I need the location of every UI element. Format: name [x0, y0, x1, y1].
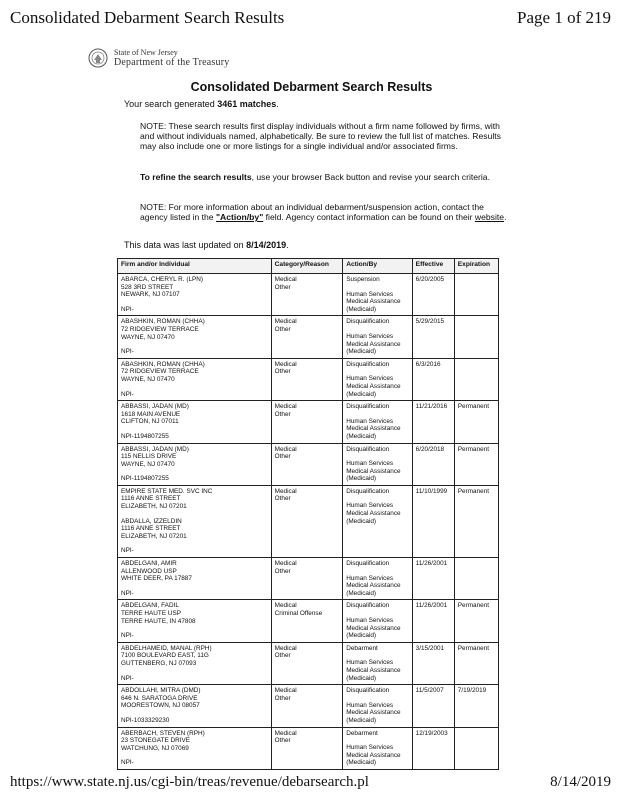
action-agency-line: Human Services [346, 659, 394, 667]
firm-line: WHITE DEER, PA 17887 [121, 575, 192, 583]
page-title: Consolidated Debarment Search Results [190, 80, 433, 94]
cell-category [271, 642, 343, 684]
cell-category [271, 274, 343, 316]
cell-firm [118, 274, 272, 316]
agency-line1: State of New Jersey [114, 48, 178, 57]
firm-line: ABDELGANI, FADIL [121, 602, 179, 610]
header-effective: Effective [412, 259, 454, 274]
action-agency-line: Medical Assistance [346, 709, 401, 717]
action-type: Debarment [346, 644, 378, 652]
firm-line: NEWARK, NJ 07107 [121, 291, 180, 299]
cell-action [343, 274, 412, 316]
action-agency-line: Medical Assistance [346, 510, 401, 518]
category-line: Medical [274, 729, 297, 737]
table-row [118, 600, 499, 642]
cell-action [343, 685, 412, 727]
action-agency-line: (Medicaid) [346, 674, 377, 682]
firm-line: ABDELGANI, AMIR [121, 560, 177, 568]
cell-effective: 11/21/2016 [412, 401, 454, 443]
cell-category [271, 316, 343, 358]
category-line: Medical [274, 445, 297, 453]
firm-line: NPI- [121, 589, 134, 597]
action-agency-line: Medical Assistance [346, 340, 401, 348]
spacer [346, 737, 408, 744]
cell-firm [118, 316, 272, 358]
table-row [118, 685, 499, 727]
firm-line: ALLENWOOD USP [121, 567, 177, 575]
spacer [346, 453, 408, 460]
results-table [117, 258, 499, 770]
category-line: Other [274, 694, 291, 702]
firm-line: NPI- [121, 547, 134, 555]
firm-line: ABERBACH, STEVEN (RPH) [121, 729, 205, 737]
cell-firm [118, 642, 272, 684]
action-agency-line: (Medicaid) [346, 589, 377, 597]
action-by-link[interactable]: "Action/by" [215, 212, 264, 223]
action-agency-line: Medical Assistance [346, 382, 401, 390]
action-type: Suspension [346, 276, 380, 283]
action-agency-line: (Medicaid) [346, 475, 377, 483]
category-line: Medical [274, 487, 297, 495]
action-agency-line: Human Services [346, 701, 394, 709]
cell-expiration: Permanent [454, 485, 498, 557]
category-line: Other [274, 283, 291, 291]
header-action: Action/By [343, 259, 412, 274]
spacer [121, 668, 268, 675]
category-line: Criminal Offense [274, 610, 323, 617]
table-row [118, 485, 499, 557]
firm-line: 72 RIDGEVIEW TERRACE [121, 368, 199, 376]
cell-category [271, 401, 343, 443]
action-agency-line: Medical Assistance [346, 666, 401, 674]
cell-expiration [454, 316, 498, 358]
spacer [346, 411, 408, 418]
action-type: Disqualification [346, 602, 390, 610]
firm-line: 646 N. SARATOGA DRIVE [121, 694, 198, 702]
cell-expiration [454, 358, 498, 400]
action-agency-line: Medical Assistance [346, 298, 401, 306]
action-type: Disqualification [346, 403, 390, 411]
action-agency-line: (Medicaid) [346, 632, 377, 640]
category-line: Medical [274, 276, 297, 283]
action-agency-line: Medical Assistance [346, 582, 401, 590]
action-agency-line: Medical Assistance [346, 467, 401, 475]
firm-line: ABASHKIN, ROMAN (CHHA) [121, 360, 205, 368]
cell-category [271, 358, 343, 400]
cell-expiration [454, 274, 498, 316]
action-agency-line: (Medicaid) [346, 759, 377, 767]
cell-category [271, 600, 343, 642]
spacer [346, 284, 408, 291]
state-seal-icon [88, 48, 108, 68]
note-contact: NOTE: For more information about an individual debarment/suspension action, contact the agency listed in the "Action/by" field. Agency contact information can be found on their website. [140, 202, 507, 223]
spacer [121, 426, 268, 433]
firm-line: NPI- [121, 390, 134, 398]
action-type: Debarment [346, 729, 378, 737]
table-row [118, 401, 499, 443]
table-row [118, 316, 499, 358]
firm-line: 115 NELLIS DRIVE [121, 453, 177, 461]
cell-expiration [454, 558, 498, 600]
category-line: Medical [274, 602, 297, 610]
cell-firm [118, 600, 272, 642]
firm-line: NPI- [121, 632, 134, 640]
firm-line: ABDELHAMEID, MANAL (RPH) [121, 644, 212, 652]
table-row [118, 443, 499, 485]
category-line: Medical [274, 318, 297, 326]
table-row [118, 358, 499, 400]
cell-expiration: Permanent [454, 600, 498, 642]
category-line: Other [274, 652, 291, 660]
cell-firm [118, 558, 272, 600]
action-agency-line: Medical Assistance [346, 751, 401, 759]
action-agency-line: Human Services [346, 574, 394, 582]
cell-category [271, 485, 343, 557]
cell-action [343, 600, 412, 642]
category-line: Other [274, 368, 291, 376]
action-agency-line: (Medicaid) [346, 716, 377, 724]
print-header [10, 8, 611, 32]
cell-action [343, 642, 412, 684]
print-footer [10, 774, 611, 794]
category-line: Medical [274, 360, 297, 368]
firm-line: NPI- [121, 759, 134, 767]
match-count: 3461 matches [217, 99, 277, 109]
firm-line: ELIZABETH, NJ 07201 [121, 503, 187, 511]
firm-line: CLIFTON, NJ 07011 [121, 418, 179, 426]
action-type: Disqualification [346, 445, 390, 453]
cell-action [343, 401, 412, 443]
table-header-row [118, 259, 499, 274]
firm-line: NPI- [121, 348, 134, 356]
cell-firm [118, 401, 272, 443]
firm-line: ABASHKIN, ROMAN (CHHA) [121, 318, 205, 326]
firm-line: ELIZABETH, NJ 07201 [121, 532, 187, 540]
action-agency-line: (Medicaid) [346, 305, 377, 313]
firm-line: NPI- [121, 305, 134, 313]
firm-line: 1116 ANNE STREET [121, 525, 181, 533]
firm-line: WAYNE, NJ 07470 [121, 460, 175, 468]
cell-expiration: Permanent [454, 642, 498, 684]
spacer [346, 652, 408, 659]
cell-effective: 6/3/2016 [412, 358, 454, 400]
header-firm: Firm and/or Individual [118, 259, 272, 274]
spacer [121, 511, 268, 518]
cell-action [343, 316, 412, 358]
spacer [121, 341, 268, 348]
action-type: Disqualification [346, 360, 390, 368]
action-agency-line: Human Services [346, 417, 394, 425]
action-type: Disqualification [346, 687, 390, 695]
action-agency-line: (Medicaid) [346, 348, 377, 356]
cell-action [343, 358, 412, 400]
firm-line: 1116 ANNE STREET [121, 495, 181, 503]
table-row [118, 558, 499, 600]
cell-effective: 6/20/2005 [412, 274, 454, 316]
firm-line: ABBASSI, JADAN (MD) [121, 403, 189, 411]
category-line: Medical [274, 560, 297, 568]
cell-expiration: Permanent [454, 401, 498, 443]
firm-line: MOORESTOWN, NJ 08057 [121, 702, 200, 710]
action-type: Disqualification [346, 318, 390, 326]
spacer [121, 540, 268, 547]
action-type: Disqualification [346, 560, 390, 568]
category-line: Other [274, 325, 291, 333]
spacer [121, 583, 268, 590]
action-agency-line: Human Services [346, 617, 394, 624]
firm-line: WAYNE, NJ 07470 [121, 375, 175, 383]
cell-firm [118, 358, 272, 400]
cell-firm [118, 443, 272, 485]
firm-line: 7100 BOULEVARD EAST, 11G [121, 652, 209, 660]
cell-effective: 11/10/1999 [412, 485, 454, 557]
cell-category [271, 685, 343, 727]
spacer [346, 495, 408, 502]
firm-line: ABARCA, CHERYL R. (LPN) [121, 276, 204, 283]
action-agency-line: Human Services [346, 332, 394, 340]
cell-category [271, 558, 343, 600]
firm-line: NPI-1194807255 [121, 475, 169, 483]
header-expiration: Expiration [454, 259, 498, 274]
cell-expiration [454, 727, 498, 769]
cell-action [343, 443, 412, 485]
cell-expiration: 7/19/2019 [454, 685, 498, 727]
website-link[interactable]: website [474, 212, 505, 223]
cell-effective: 12/19/2003 [412, 727, 454, 769]
cell-action [343, 727, 412, 769]
print-header-page: Page 1 of 219 [517, 8, 611, 27]
spacer [346, 695, 408, 702]
firm-line: 23 STONEGATE DRIVE [121, 737, 191, 745]
firm-line: NPI- [121, 674, 134, 682]
action-agency-line: Human Services [346, 290, 394, 298]
spacer [121, 710, 268, 717]
last-updated: This data was last updated on 8/14/2019. [124, 240, 289, 250]
category-line: Other [274, 453, 291, 461]
note-ordering: NOTE: These search results first display individuals without a firm name followed by firms, with and without individuals named, alphabetically. Be sure to review the full list of matches. Results may also include one or more listings for a single individual and/or associated firms. [140, 121, 501, 152]
firm-line: GUTTENBERG, NJ 07093 [121, 659, 197, 667]
firm-line: NPI-1033329230 [121, 716, 170, 724]
category-line: Other [274, 737, 291, 745]
action-agency-line: Human Services [346, 744, 394, 752]
table-row [118, 274, 499, 316]
cell-effective: 5/29/2015 [412, 316, 454, 358]
action-agency-line: (Medicaid) [346, 517, 377, 525]
note-refine: To refine the search results, use your browser Back button and revise your search criteria. [140, 172, 490, 182]
action-agency-line: Medical Assistance [346, 624, 401, 632]
table-row [118, 727, 499, 769]
firm-line: 1618 MAIN AVENUE [121, 410, 181, 418]
cell-category [271, 443, 343, 485]
agency-name [114, 48, 229, 69]
firm-line: WAYNE, NJ 07470 [121, 333, 175, 341]
cell-effective: 11/26/2001 [412, 600, 454, 642]
firm-line: WATCHUNG, NJ 07069 [121, 744, 189, 752]
category-line: Medical [274, 644, 297, 652]
header-category: Category/Reason [271, 259, 343, 274]
cell-effective: 11/5/2007 [412, 685, 454, 727]
cell-effective: 3/15/2001 [412, 642, 454, 684]
spacer [121, 752, 268, 759]
cell-expiration: Permanent [454, 443, 498, 485]
spacer [346, 610, 408, 617]
table-row [118, 642, 499, 684]
action-agency-line: (Medicaid) [346, 432, 377, 440]
category-line: Medical [274, 403, 297, 411]
action-type: Disqualification [346, 487, 390, 495]
last-updated-date: 8/14/2019 [246, 240, 287, 250]
search-summary: Your search generated 3461 matches. [124, 99, 279, 109]
category-line: Other [274, 495, 291, 503]
category-line: Other [274, 567, 291, 575]
category-line: Medical [274, 687, 297, 695]
spacer [121, 468, 268, 475]
spacer [346, 326, 408, 333]
firm-line: TERRE HAUTE, IN 47808 [121, 617, 196, 625]
firm-line: TERRE HAUTE USP [121, 610, 182, 617]
agency-line2: Department of the Treasury [114, 57, 230, 68]
cell-firm [118, 485, 272, 557]
firm-line: NPI-1194807255 [121, 432, 169, 440]
cell-effective: 6/20/2018 [412, 443, 454, 485]
cell-effective: 11/26/2001 [412, 558, 454, 600]
firm-line: ABBASSI, JADAN (MD) [121, 445, 189, 453]
action-agency-line: Human Services [346, 502, 394, 510]
cell-firm [118, 685, 272, 727]
firm-line: 72 RIDGEVIEW TERRACE [121, 325, 199, 333]
cell-action [343, 558, 412, 600]
firm-line: ABDOLLAHI, MITRA (DMD) [121, 687, 201, 695]
spacer [346, 568, 408, 575]
action-agency-line: Human Services [346, 375, 394, 383]
print-footer-url: https://www.state.nj.us/cgi-bin/treas/revenue/debarsearch.pl [10, 774, 369, 790]
print-footer-date: 8/14/2019 [550, 774, 611, 790]
print-header-title: Consolidated Debarment Search Results [10, 8, 285, 27]
spacer [346, 368, 408, 375]
cell-category [271, 727, 343, 769]
firm-line: ABDALLA, IZZELDIN [121, 517, 182, 525]
spacer [121, 299, 268, 306]
action-agency-line: Medical Assistance [346, 425, 401, 433]
cell-action [343, 485, 412, 557]
action-agency-line: Human Services [346, 460, 394, 468]
firm-line: 528 3RD STREET [121, 283, 174, 291]
cell-firm [118, 727, 272, 769]
spacer [121, 625, 268, 632]
category-line: Other [274, 410, 291, 418]
spacer [121, 384, 268, 391]
action-agency-line: (Medicaid) [346, 390, 377, 398]
firm-line: EMPIRE STATE MED. SVC INC [121, 487, 213, 495]
